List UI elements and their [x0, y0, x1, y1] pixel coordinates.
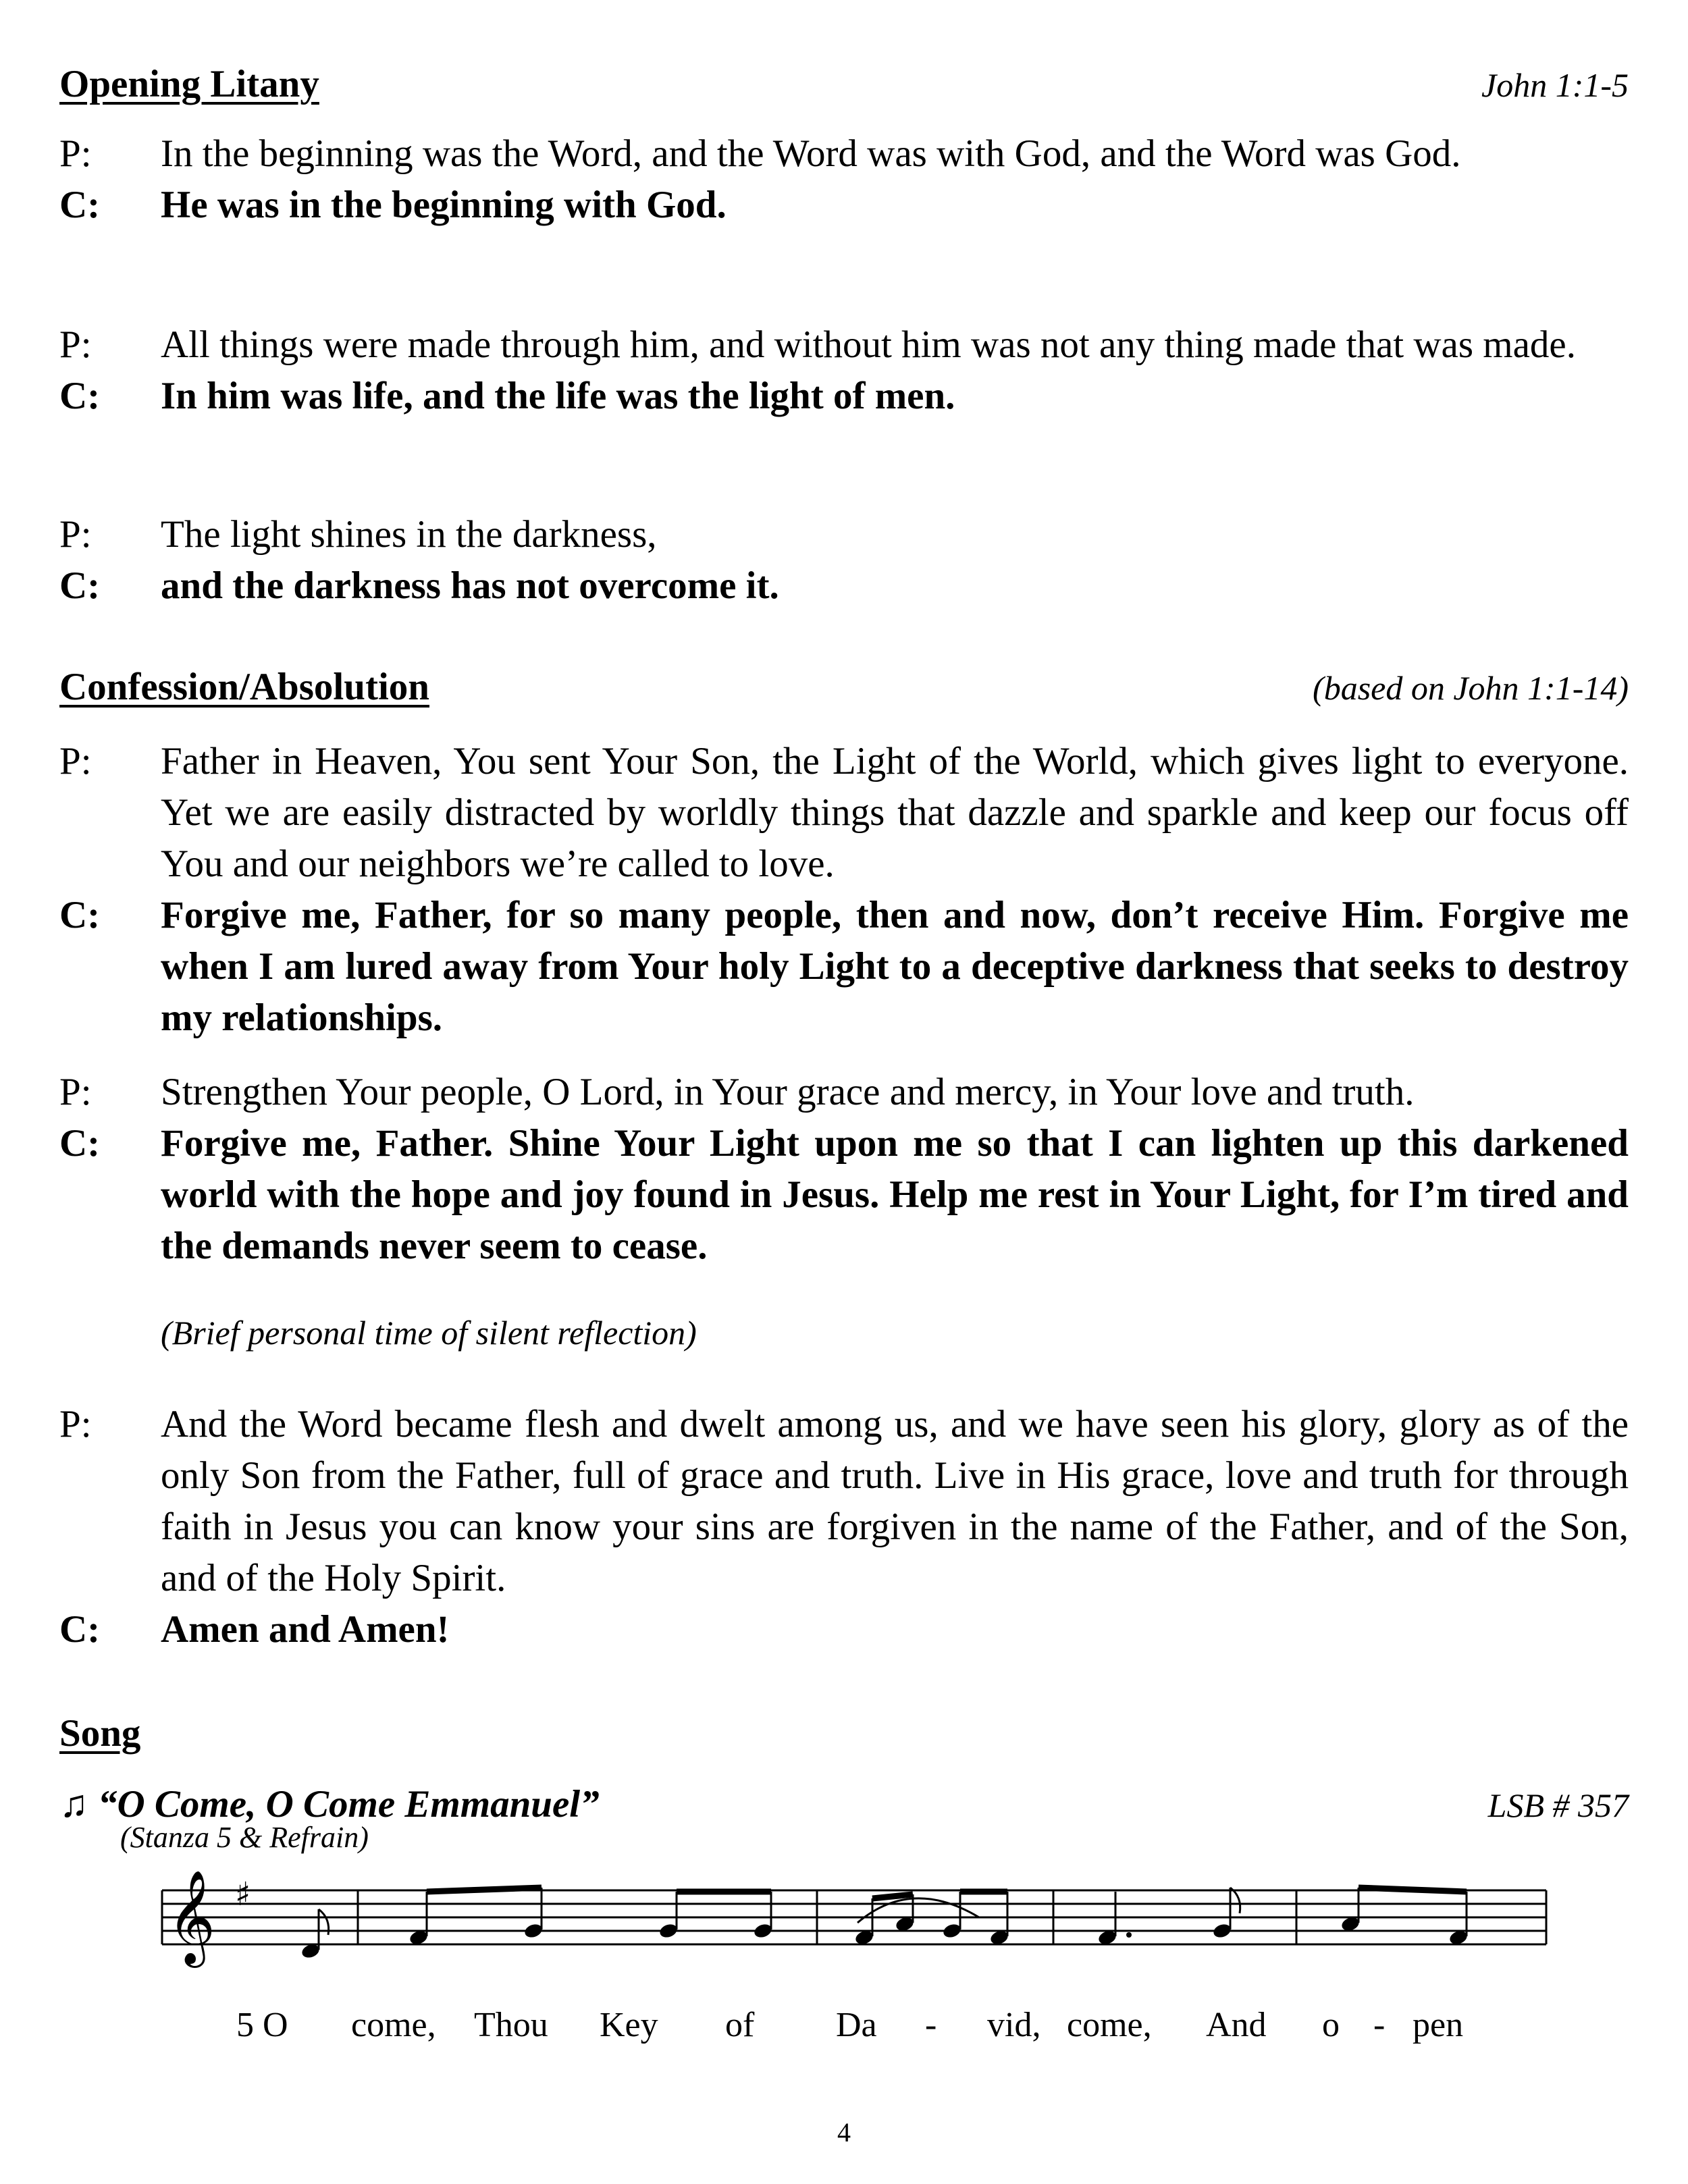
measure-2-notes: [854, 1892, 1010, 1946]
lyric-syllable: come,: [1067, 2006, 1152, 2044]
litany-heading-row: [59, 62, 1629, 106]
litany-line-pastor: [59, 128, 1629, 180]
lyric-syllable: o: [1322, 2006, 1340, 2044]
line-text: Strengthen Your people, O Lord, in Your grace and mercy, in Your love and truth.: [161, 1071, 1415, 1113]
music-staff: [155, 1850, 1566, 2012]
song-reference: LSB # 357: [1487, 1786, 1629, 1824]
song-heading: Song: [59, 1712, 141, 1755]
speaker-label: C:: [59, 375, 101, 417]
line-text: Forgive me, Father, for so many people, then and now, don’t receive Him. Forgive me when I am lured away from Your holy Light to a deceptive darkness that seeks to destroy my relationships.: [161, 894, 1629, 1039]
litany-exchange-1: [59, 128, 1629, 231]
absolution-line-pastor: [59, 1399, 1629, 1604]
speaker-label: P:: [59, 1071, 92, 1113]
litany-line-congregation: [59, 180, 1629, 231]
page-number: 4: [837, 2117, 851, 2148]
line-text: and the darkness has not overcome it.: [161, 564, 779, 607]
absolution-line-congregation: [59, 1604, 1629, 1655]
line-text: Forgive me, Father. Shine Your Light upon me so that I can lighten up this darkened world with the hope and joy found in Jesus. Help me rest in Your Light, for I’m tired and the demands never seem to cease.: [161, 1122, 1629, 1267]
litany-line-pastor: [59, 319, 1629, 371]
litany-exchange-2: [59, 319, 1629, 422]
confession-line-pastor: [59, 736, 1629, 890]
lyric-syllable: of: [725, 2006, 755, 2044]
litany-line-congregation: [59, 560, 1629, 612]
stanza-note: (Stanza 5 & Refrain): [120, 1821, 369, 1854]
confession-reference: (based on John 1:1-14): [1313, 669, 1629, 707]
confession-line-pastor: [59, 1067, 1629, 1118]
line-text: He was in the beginning with God.: [161, 184, 727, 226]
confession-line-congregation: [59, 890, 1629, 1044]
speaker-label: P:: [59, 513, 92, 556]
music-note-icon: ♫: [59, 1783, 88, 1826]
line-text: The light shines in the darkness,: [161, 513, 657, 556]
litany-line-pastor: [59, 509, 1629, 560]
lyric-syllable: pen: [1413, 2006, 1464, 2044]
speaker-label: P:: [59, 740, 92, 782]
line-text: In the beginning was the Word, and the Word was with God, and the Word was God.: [161, 132, 1461, 175]
lyric-syllable: vid,: [987, 2006, 1041, 2044]
litany-exchange-3: [59, 509, 1629, 612]
lyric-syllable: come,: [351, 2006, 436, 2044]
confession-title: Confession/Absolution: [59, 666, 429, 708]
speaker-label: P:: [59, 132, 92, 175]
litany-reference: John 1:1-5: [1481, 66, 1629, 104]
line-text: All things were made through him, and without him was not any thing made that was made.: [161, 323, 1576, 366]
speaker-label: C:: [59, 1122, 101, 1165]
speaker-label: C:: [59, 564, 101, 607]
speaker-label: P:: [59, 323, 92, 366]
speaker-label: C:: [59, 894, 101, 936]
lyric-syllable: Thou: [474, 2006, 548, 2044]
line-text: Father in Heaven, You sent Your Son, the Light of the World, which gives light to everyone. Yet we are easily distracted by worldly things that dazzle and sparkle and keep our focus off You and our neighbors we’re called to love.: [161, 740, 1629, 885]
song-heading-row: [59, 1711, 1629, 1755]
line-text: In him was life, and the life was the light of men.: [161, 375, 955, 417]
confession-line-congregation: [59, 1118, 1629, 1272]
confession-exchange-1: [59, 736, 1629, 1044]
staff-lines: [162, 1890, 1546, 1944]
song-title: “O Come, O Come Emmanuel”: [98, 1783, 600, 1826]
litany-line-congregation: [59, 371, 1629, 422]
sharp-icon: ♯: [235, 1875, 251, 1913]
speaker-label: P:: [59, 1403, 92, 1445]
confession-exchange-3: [59, 1399, 1629, 1655]
lyric-syllable: And: [1206, 2006, 1267, 2044]
line-text: And the Word became flesh and dwelt among us, and we have seen his glory, glory as of the only Son from the Father, full of grace and truth. Live in His grace, love and truth for through faith in Jesus you can know your sins are forgiven in the name of the Father, and of the Son, and of the Holy Spirit.: [161, 1403, 1629, 1599]
lyric-syllable: -: [925, 2006, 937, 2044]
line-text: Amen and Amen!: [161, 1608, 450, 1651]
treble-clef-icon: 𝄞: [167, 1870, 215, 1964]
speaker-label: C:: [59, 1608, 101, 1651]
lyric-syllable: 5 O: [236, 2006, 288, 2044]
lyric-syllable: -: [1373, 2006, 1386, 2044]
lyric-syllable: Key: [600, 2006, 658, 2044]
confession-exchange-2: [59, 1067, 1629, 1272]
confession-heading-row: [59, 665, 1629, 709]
litany-title: Opening Litany: [59, 63, 319, 105]
reflection-note: (Brief personal time of silent reflection): [161, 1314, 697, 1352]
lyric-syllable: Da: [836, 2006, 877, 2044]
speaker-label: C:: [59, 184, 101, 226]
